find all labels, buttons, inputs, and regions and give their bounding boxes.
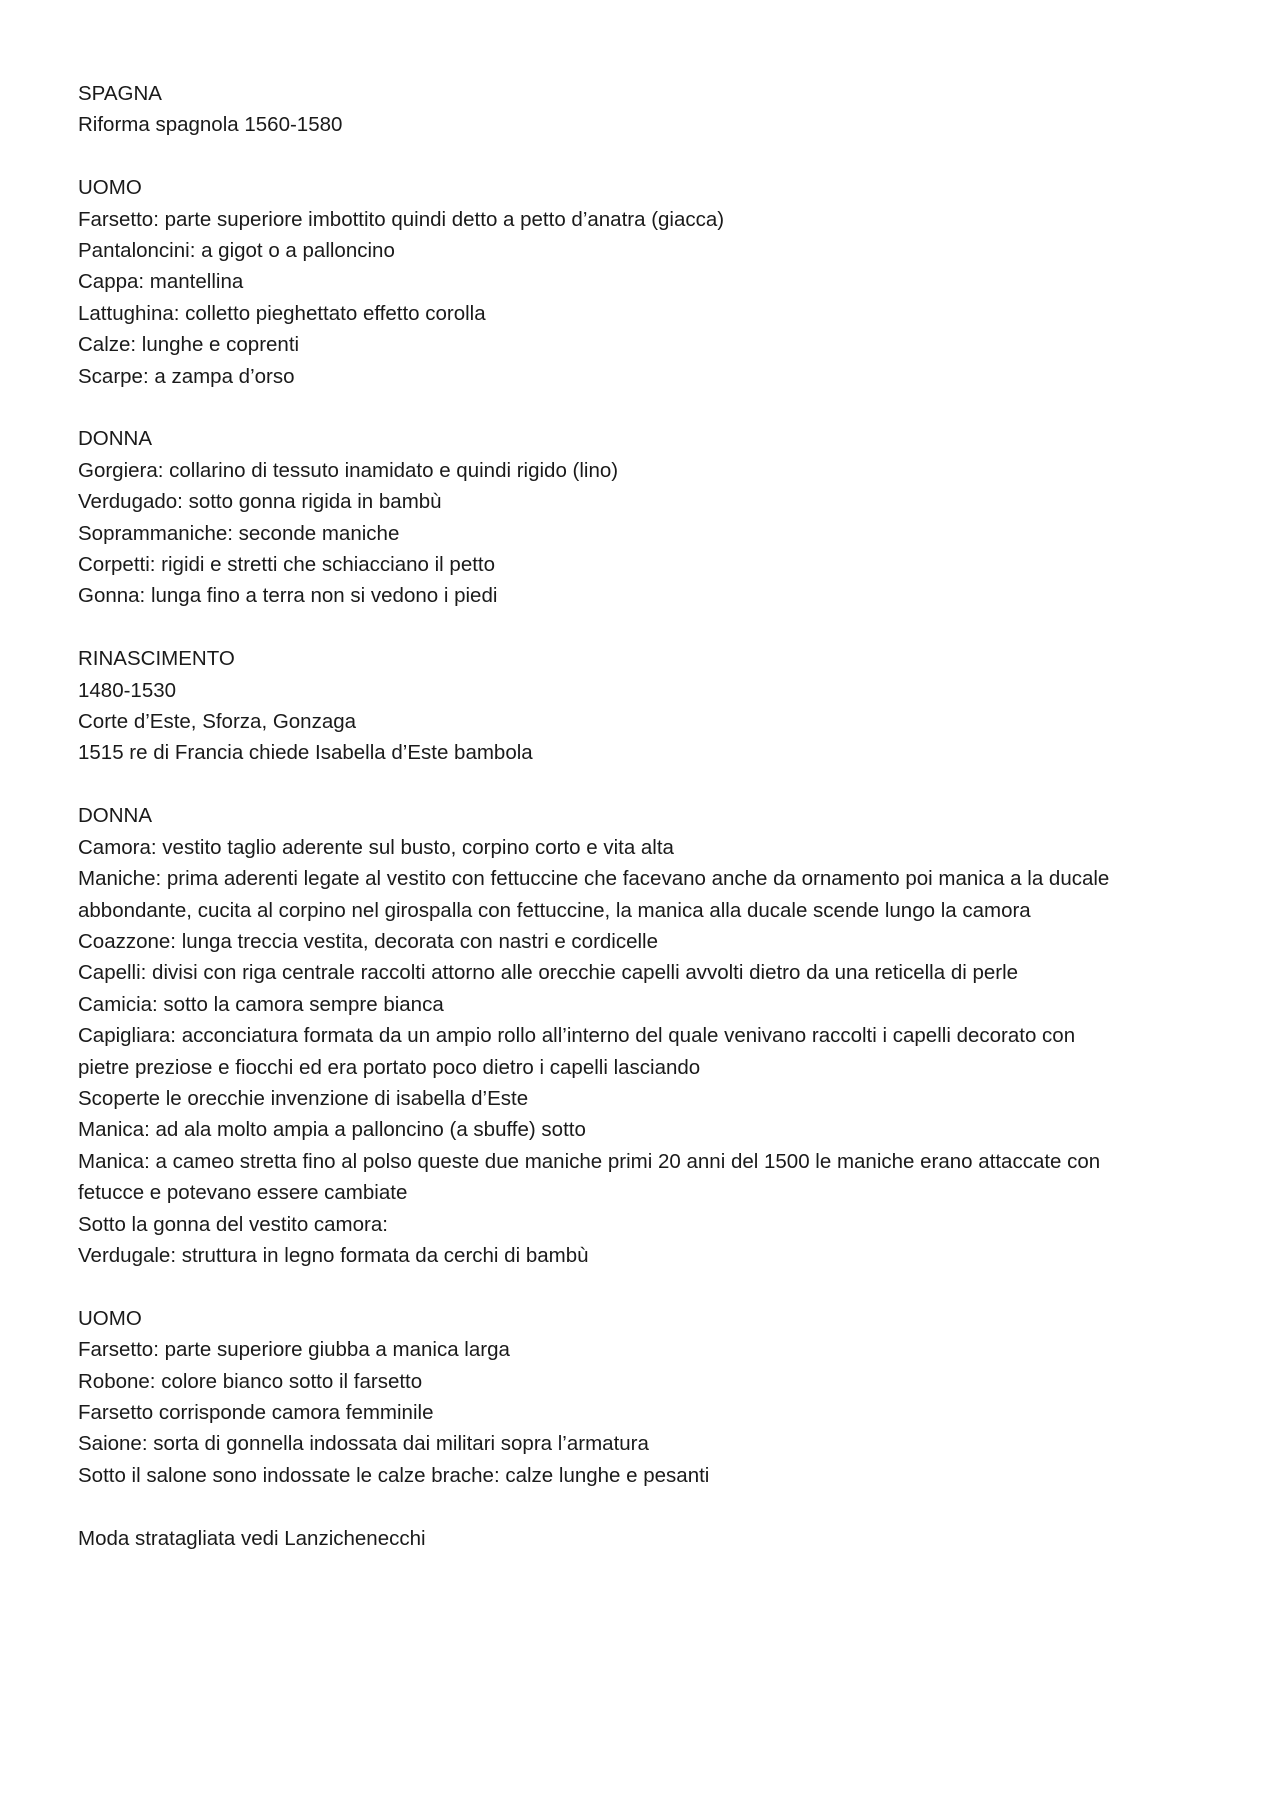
text-line: Robone: colore bianco sotto il farsetto: [78, 1369, 423, 1393]
text-line: Maniche: prima aderenti legate al vestito con fettuccine che facevano anche da ornamento poi manica a la ducale: [78, 867, 1110, 891]
text-line: Sotto la gonna del vestito camora:: [78, 1212, 388, 1236]
text-line: DONNA: [78, 427, 153, 451]
text-line: UOMO: [78, 176, 142, 200]
blank-line: [78, 612, 1218, 643]
text-line: Camicia: sotto la camora sempre bianca: [78, 992, 444, 1016]
text-line: pietre preziose e fiocchi ed era portato poco dietro i capelli lasciando: [78, 1055, 701, 1079]
text-line: Verdugale: struttura in legno formata da cerchi di bambù: [78, 1243, 589, 1267]
text-line: Manica: ad ala molto ampia a palloncino (a sbuffe) sotto: [78, 1118, 586, 1142]
text-line: 1515 re di Francia chiede Isabella d’Este bambola: [78, 741, 533, 765]
text-line: Lattughina: colletto pieghettato effetto corolla: [78, 301, 486, 325]
text-line: Gorgiera: collarino di tessuto inamidato e quindi rigido (lino): [78, 458, 619, 482]
text-line: Calze: lunghe e coprenti: [78, 333, 300, 357]
blank-line: [78, 769, 1218, 800]
text-line: Corpetti: rigidi e stretti che schiacciano il petto: [78, 553, 496, 577]
document-page: [78, 78, 1218, 1554]
text-line: Farsetto: parte superiore giubba a manica larga: [78, 1338, 510, 1362]
blank-line: [78, 392, 1218, 423]
text-line: UOMO: [78, 1306, 142, 1330]
text-line: Soprammaniche: seconde maniche: [78, 521, 400, 545]
text-line: Camora: vestito taglio aderente sul busto, corpino corto e vita alta: [78, 835, 674, 859]
text-line: Sotto il salone sono indossate le calze brache: calze lunghe e pesanti: [78, 1463, 710, 1487]
text-line: Capigliara: acconciatura formata da un ampio rollo all’interno del quale venivano raccolti i capelli decorato con: [78, 1024, 1076, 1048]
text-line: Moda stratagliata vedi Lanzichenecchi: [78, 1526, 426, 1550]
text-line: abbondante, cucita al corpino nel girospalla con fettuccine, la manica alla ducale scende lungo la camora: [78, 898, 1031, 922]
text-line: DONNA: [78, 804, 153, 828]
text-line: fetucce e potevano essere cambiate: [78, 1181, 408, 1205]
text-line: Manica: a cameo stretta fino al polso queste due maniche primi 20 anni del 1500 le maniche erano attaccate con: [78, 1149, 1101, 1173]
blank-line: [78, 1271, 1218, 1302]
text-line: Gonna: lunga fino a terra non si vedono i piedi: [78, 584, 498, 608]
text-line: Farsetto: parte superiore imbottito quindi detto a petto d’anatra (giacca): [78, 207, 725, 231]
text-line: Cappa: mantellina: [78, 270, 244, 294]
text-line: Scarpe: a zampa d’orso: [78, 364, 295, 388]
text-line: Pantaloncini: a gigot o a palloncino: [78, 239, 395, 263]
text-line: SPAGNA: [78, 82, 162, 105]
blank-line: [78, 1491, 1218, 1522]
text-line: Saione: sorta di gonnella indossata dai militari sopra l’armatura: [78, 1432, 649, 1456]
text-line: 1480-1530: [78, 678, 177, 702]
text-line: Verdugado: sotto gonna rigida in bambù: [78, 490, 442, 514]
text-line: Capelli: divisi con riga centrale raccolti attorno alle orecchie capelli avvolti dietro da una reticella di perle: [78, 961, 1019, 985]
text-line: RINASCIMENTO: [78, 647, 235, 671]
text-line: Corte d’Este, Sforza, Gonzaga: [78, 710, 357, 734]
text-line: Farsetto corrisponde camora femminile: [78, 1400, 434, 1424]
text-line: Coazzone: lunga treccia vestita, decorata con nastri e cordicelle: [78, 929, 659, 953]
text-line: Riforma spagnola 1560-1580: [78, 113, 343, 137]
text-line: Scoperte le orecchie invenzione di isabella d’Este: [78, 1086, 529, 1110]
blank-line: [78, 141, 1218, 172]
